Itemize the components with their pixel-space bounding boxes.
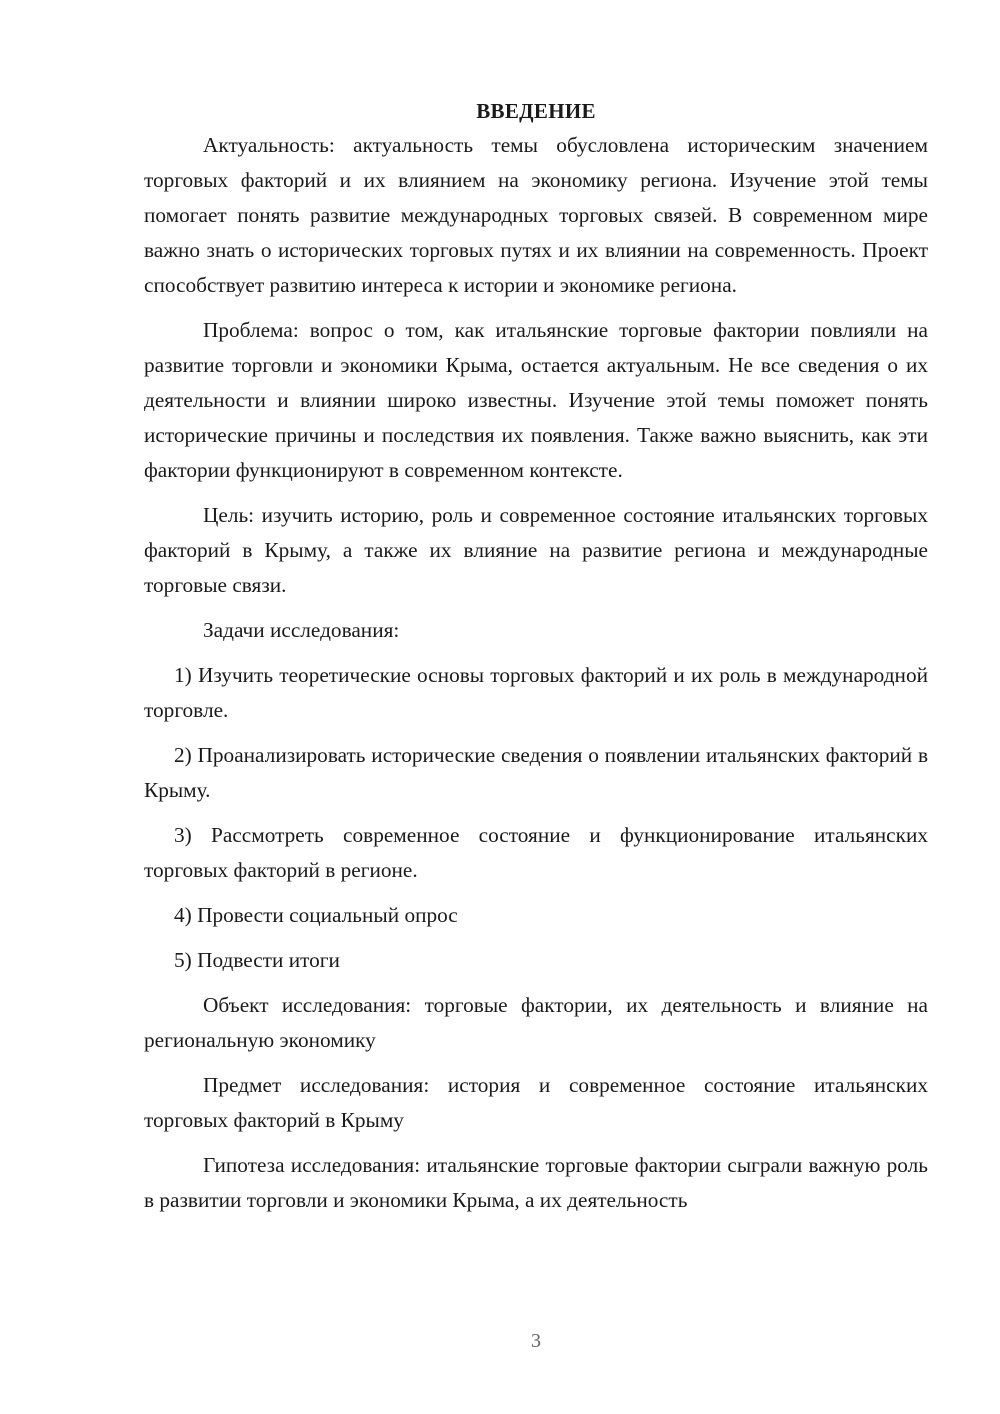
paragraph-relevance: Актуальность: актуальность темы обусловлена историческим значением торговых факторий и их влиянием на экономику региона. Изучение этой темы помогает понять развитие международных торговых связей. В современном мире важно знать о исторических торговых путях и их влиянии на современность. Проект способствует развитию интереса к истории и экономике региона. [144, 133, 928, 297]
document-page [144, 94, 928, 1218]
task-item-5: 5) Подвести итоги [174, 948, 340, 972]
task-item-3: 3) Рассмотреть современное состояние и функционирование итальянских торговых факторий в регионе. [144, 823, 928, 882]
page-number: 3 [531, 1330, 541, 1352]
task-item-1: 1) Изучить теоретические основы торговых факторий и их роль в международной торговле. [144, 663, 928, 722]
paragraph-problem: Проблема: вопрос о том, как итальянские торговые фактории повлияли на развитие торговли и экономики Крыма, остается актуальным. Не все сведения о их деятельности и влиянии широко известны. Изучение этой темы поможет понять исторические причины и последствия их появления. Также важно выяснить, как эти фактории функционируют в современном контексте. [144, 318, 928, 482]
task-item-4: 4) Провести социальный опрос [174, 903, 458, 927]
paragraph-tasks-heading: Задачи исследования: [203, 618, 400, 642]
paragraph-goal: Цель: изучить историю, роль и современное состояние итальянских торговых факторий в Крыму, а также их влияние на развитие региона и международные торговые связи. [144, 503, 928, 597]
paragraph-object: Объект исследования: торговые фактории, их деятельность и влияние на региональную экономику [144, 993, 928, 1052]
section-title: ВВЕДЕНИЕ [476, 99, 596, 123]
paragraph-hypothesis: Гипотеза исследования: итальянские торговые фактории сыграли важную роль в развитии торговли и экономики Крыма, а их деятельность [144, 1153, 928, 1212]
task-item-2: 2) Проанализировать исторические сведения о появлении итальянских факторий в Крыму. [144, 743, 928, 802]
paragraph-subject: Предмет исследования: история и современное состояние итальянских торговых факторий в Крыму [144, 1073, 928, 1132]
